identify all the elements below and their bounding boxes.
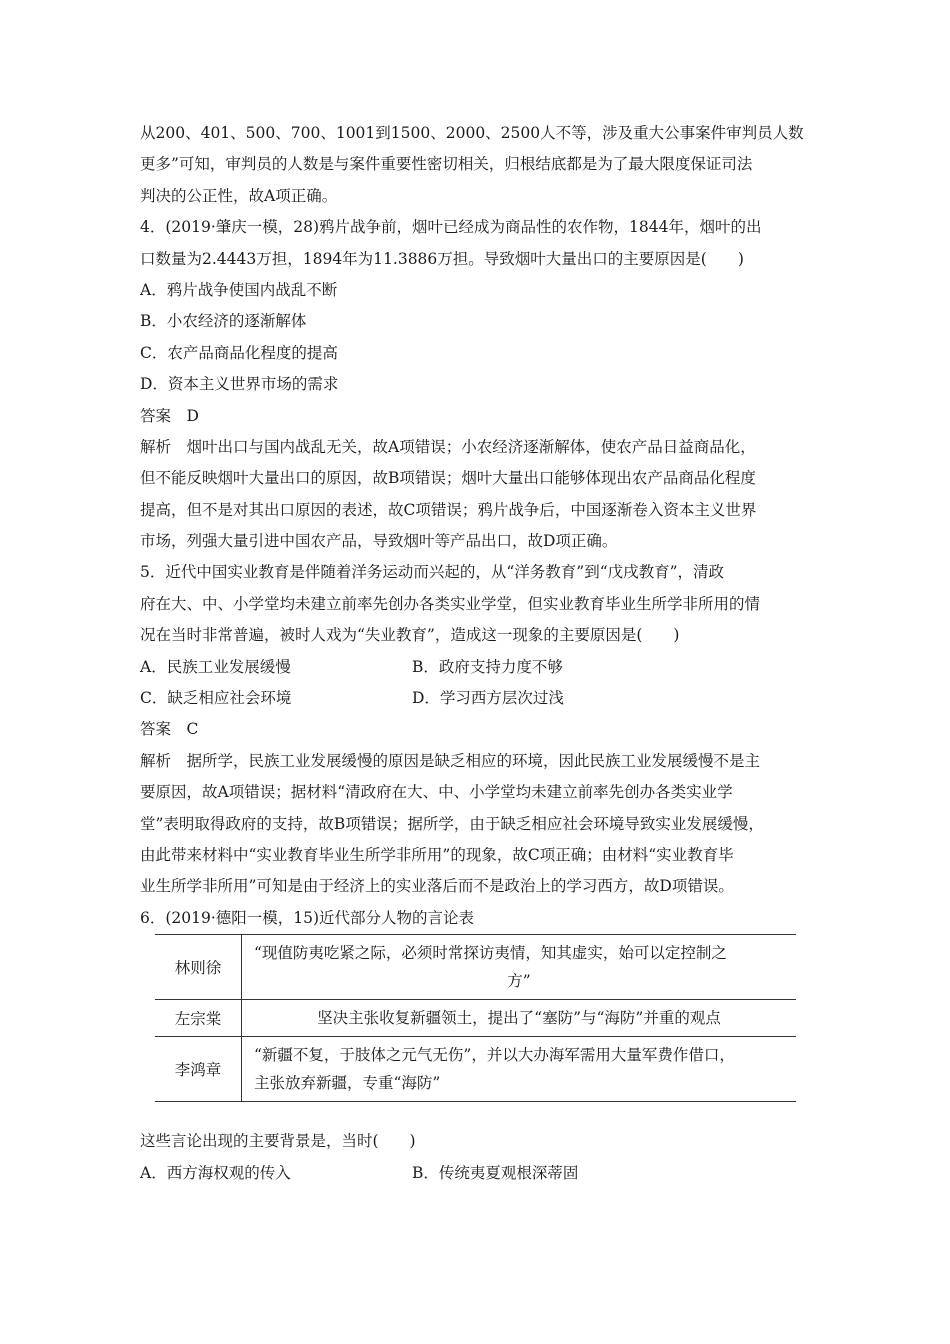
analysis-line: 提高，但不是对其出口原因的表述，故C项错误；鸦片战争后，中国逐渐卷入资本主义世界 (140, 500, 757, 519)
question-stem: 6．(2019·德阳一模，15)近代部分人物的言论表 (140, 908, 475, 927)
answer: 答案 C (140, 720, 199, 739)
analysis-line: 堂”表明取得政府的支持，故B项错误；据所学，由于缺乏相应社会环境导致实业发展缓慢， (140, 814, 764, 833)
text-line: 从200、401、500、700、1001到1500、2000、2500人不等，涉及重大公事案件审判员人数 (140, 124, 804, 142)
question-stem: 4．(2019·肇庆一模，28)鸦片战争前，烟叶已经成为商品性的农作物，1844年，烟叶的出 (140, 218, 762, 237)
question-stem: 5．近代中国实业教育是伴随着洋务运动而兴起的，从“洋务教育”到“戊戌教育”，清政 (140, 563, 725, 582)
table-row (155, 935, 796, 1000)
table-row (155, 1037, 796, 1102)
question-5 (140, 557, 820, 902)
option-b: B．小农经济的逐渐解体 (140, 312, 307, 331)
quote-line: “现值防夷吃紧之际，必须时常探访夷情，知其虚实，始可以定控制之 (254, 944, 727, 963)
analysis-line: 业生所学非所用”可知是由于经济上的实业落后而不是政治上的学习西方，故D项错误。 (140, 877, 734, 896)
options-row (140, 652, 820, 683)
analysis-line: 由此带来材料中“实业教育毕业生所学非所用”的现象，故C项正确；由材料“实业教育毕 (140, 845, 734, 864)
option-b: B．政府支持力度不够 (412, 657, 563, 676)
quote-line: 方” (507, 972, 531, 991)
person-name: 左宗棠 (155, 1000, 242, 1037)
question-4 (140, 212, 820, 557)
table-row (155, 1000, 796, 1037)
person-name: 林则徐 (155, 935, 242, 1000)
person-quote (242, 1000, 797, 1037)
question-6 (140, 903, 820, 1189)
option-d: D．资本主义世界市场的需求 (140, 375, 339, 394)
option-a: A．民族工业发展缓慢 (140, 657, 291, 676)
quote-table (155, 934, 796, 1102)
question-stem: 口数量为2.4443万担，1894年为11.3886万担。导致烟叶大量出口的主要原因是( ) (140, 249, 744, 268)
person-quote (242, 935, 797, 1000)
option-c: C．缺乏相应社会环境 (140, 689, 292, 708)
person-quote (242, 1037, 797, 1102)
document-page (140, 118, 820, 1189)
option-a: A．西方海权观的传入 (140, 1163, 291, 1182)
analysis-line: 要原因，故A项错误；据材料“清政府在大、中、小学堂均未建立前率先创办各类实业学 (140, 783, 733, 802)
quote-line: 主张放弃新疆，专重“海防” (254, 1074, 441, 1093)
answer: 答案 D (140, 406, 199, 425)
options-row (140, 1158, 820, 1189)
option-d: D．学习西方层次过浅 (412, 689, 564, 708)
quote-line: “新疆不复，于肢体之元气无伤”，并以大办海军需用大量军费作借口， (254, 1046, 735, 1065)
analysis-line: 解析 烟叶出口与国内战乱无关，故A项错误；小农经济逐渐解体，使农产品日益商品化， (140, 437, 756, 456)
text-line: 更多”可知，审判员的人数是与案件重要性密切相关，归根结底都是为了最大限度保证司法 (140, 155, 753, 174)
question-stem: 府在大、中、小学堂均未建立前率先创办各类实业学堂，但实业教育毕业生所学非所用的情 (140, 594, 761, 613)
analysis-line: 但不能反映烟叶大量出口的原因，故B项错误；烟叶大量出口能够体现出农产品商品化程度 (140, 469, 756, 488)
option-b: B．传统夷夏观根深蒂固 (412, 1163, 579, 1182)
question-stem: 况在当时非常普遍，被时人戏为“失业教育”，造成这一现象的主要原因是( ) (140, 626, 680, 645)
option-c: C．农产品商品化程度的提高 (140, 343, 338, 362)
person-name: 李鸿章 (155, 1037, 242, 1102)
analysis-line: 市场，列强大量引进中国农产品，导致烟叶等产品出口，故D项正确。 (140, 532, 618, 551)
question-prompt: 这些言论出现的主要背景是，当时( ) (140, 1132, 416, 1151)
quote-line: 坚决主张收复新疆领土，提出了“塞防”与“海防”并重的观点 (317, 1009, 721, 1028)
option-a: A．鸦片战争使国内战乱不断 (140, 280, 338, 299)
text-line: 判决的公正性，故A项正确。 (140, 186, 338, 205)
options-row (140, 683, 820, 714)
analysis-line: 解析 据所学，民族工业发展缓慢的原因是缺乏相应的环境，因此民族工业发展缓慢不是主 (140, 751, 761, 770)
